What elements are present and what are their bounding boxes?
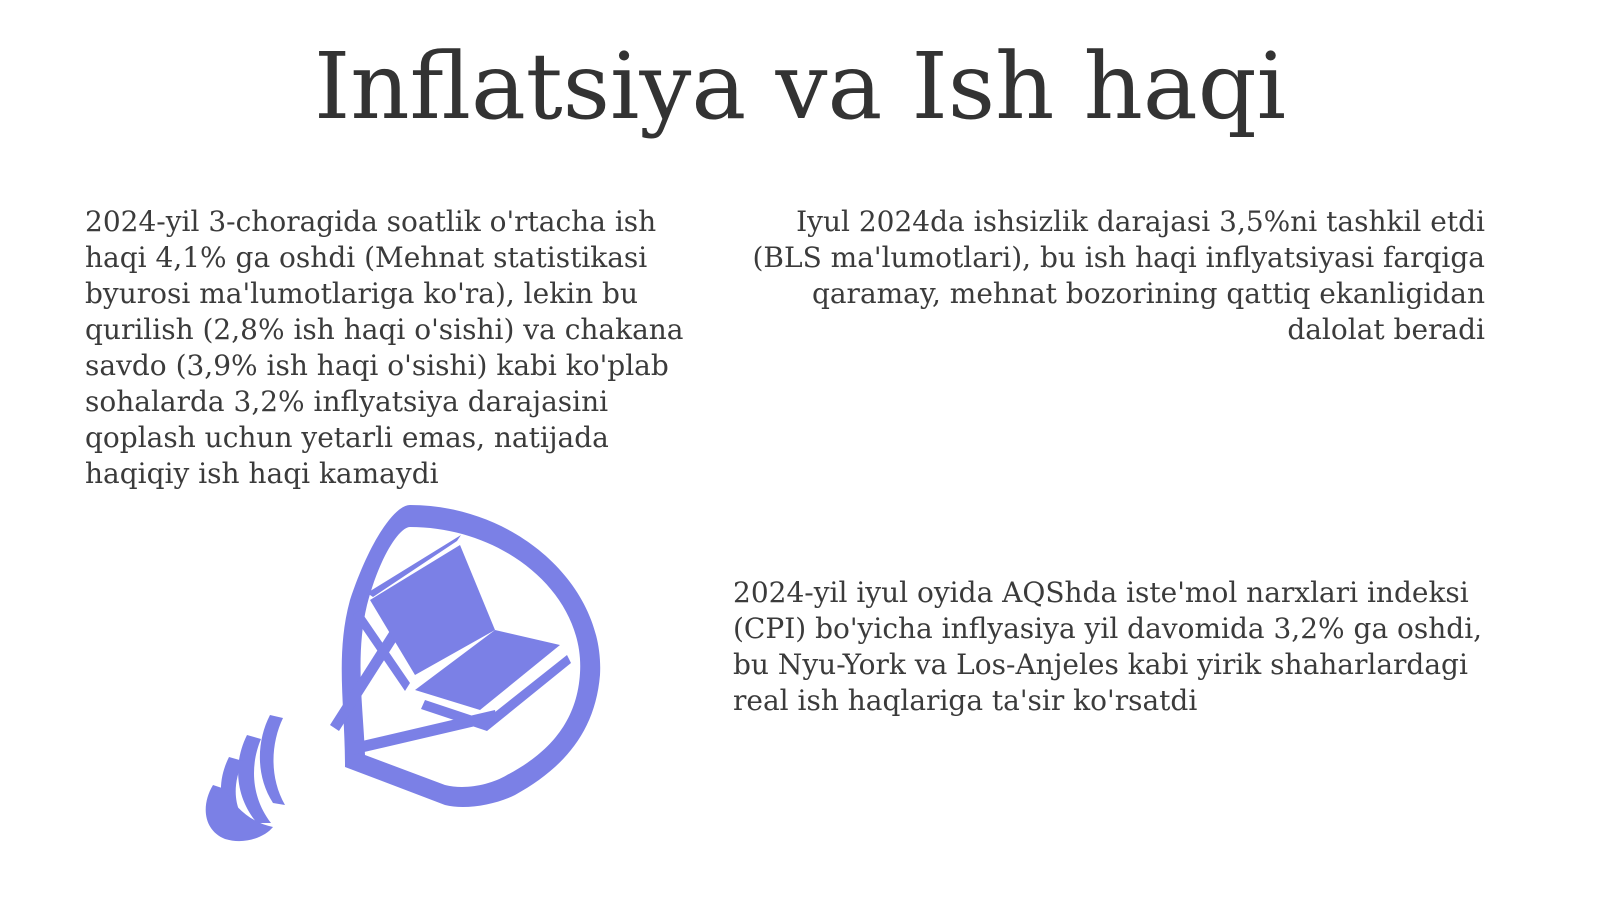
text-block-wages: 2024-yil 3-choragida soatlik o'rtacha ish haqi 4,1% ga oshdi (Mehnat statistikasi byurosi ma'lumotlariga ko'ra), lekin bu qurilish (2,8% ish haqi o'sishi) va chakana savdo (3,9% ish haqi o'sishi) kabi ko'plab sohalarda 3,2% inflyatsiya darajasini qoplash uchun yetarli emas, natijada haqiqiy ish haqi kamaydi bbox=[85, 205, 684, 490]
text-block-unemployment: Iyul 2024da ishsizlik darajasi 3,5%ni tashkil etdi (BLS ma'lumotlari), bu ish haqi inflyatsiyasi farqiga qaramay, mehnat bozorining qattiq ekanligidan dalolat beradi bbox=[752, 205, 1485, 346]
text-block-cpi: 2024-yil iyul oyida AQShda iste'mol narxlari indeksi (CPI) bo'yicha inflyasiya yil davomida 3,2% ga oshdi, bu Nyu-York va Los-Anjeles kabi yirik shaharlardagi real ish haqlariga ta'sir ko'rsatdi bbox=[733, 576, 1483, 717]
slide-title: Inflatsiya va Ish haqi bbox=[313, 33, 1287, 140]
lightbulb-book-icon bbox=[195, 505, 625, 850]
